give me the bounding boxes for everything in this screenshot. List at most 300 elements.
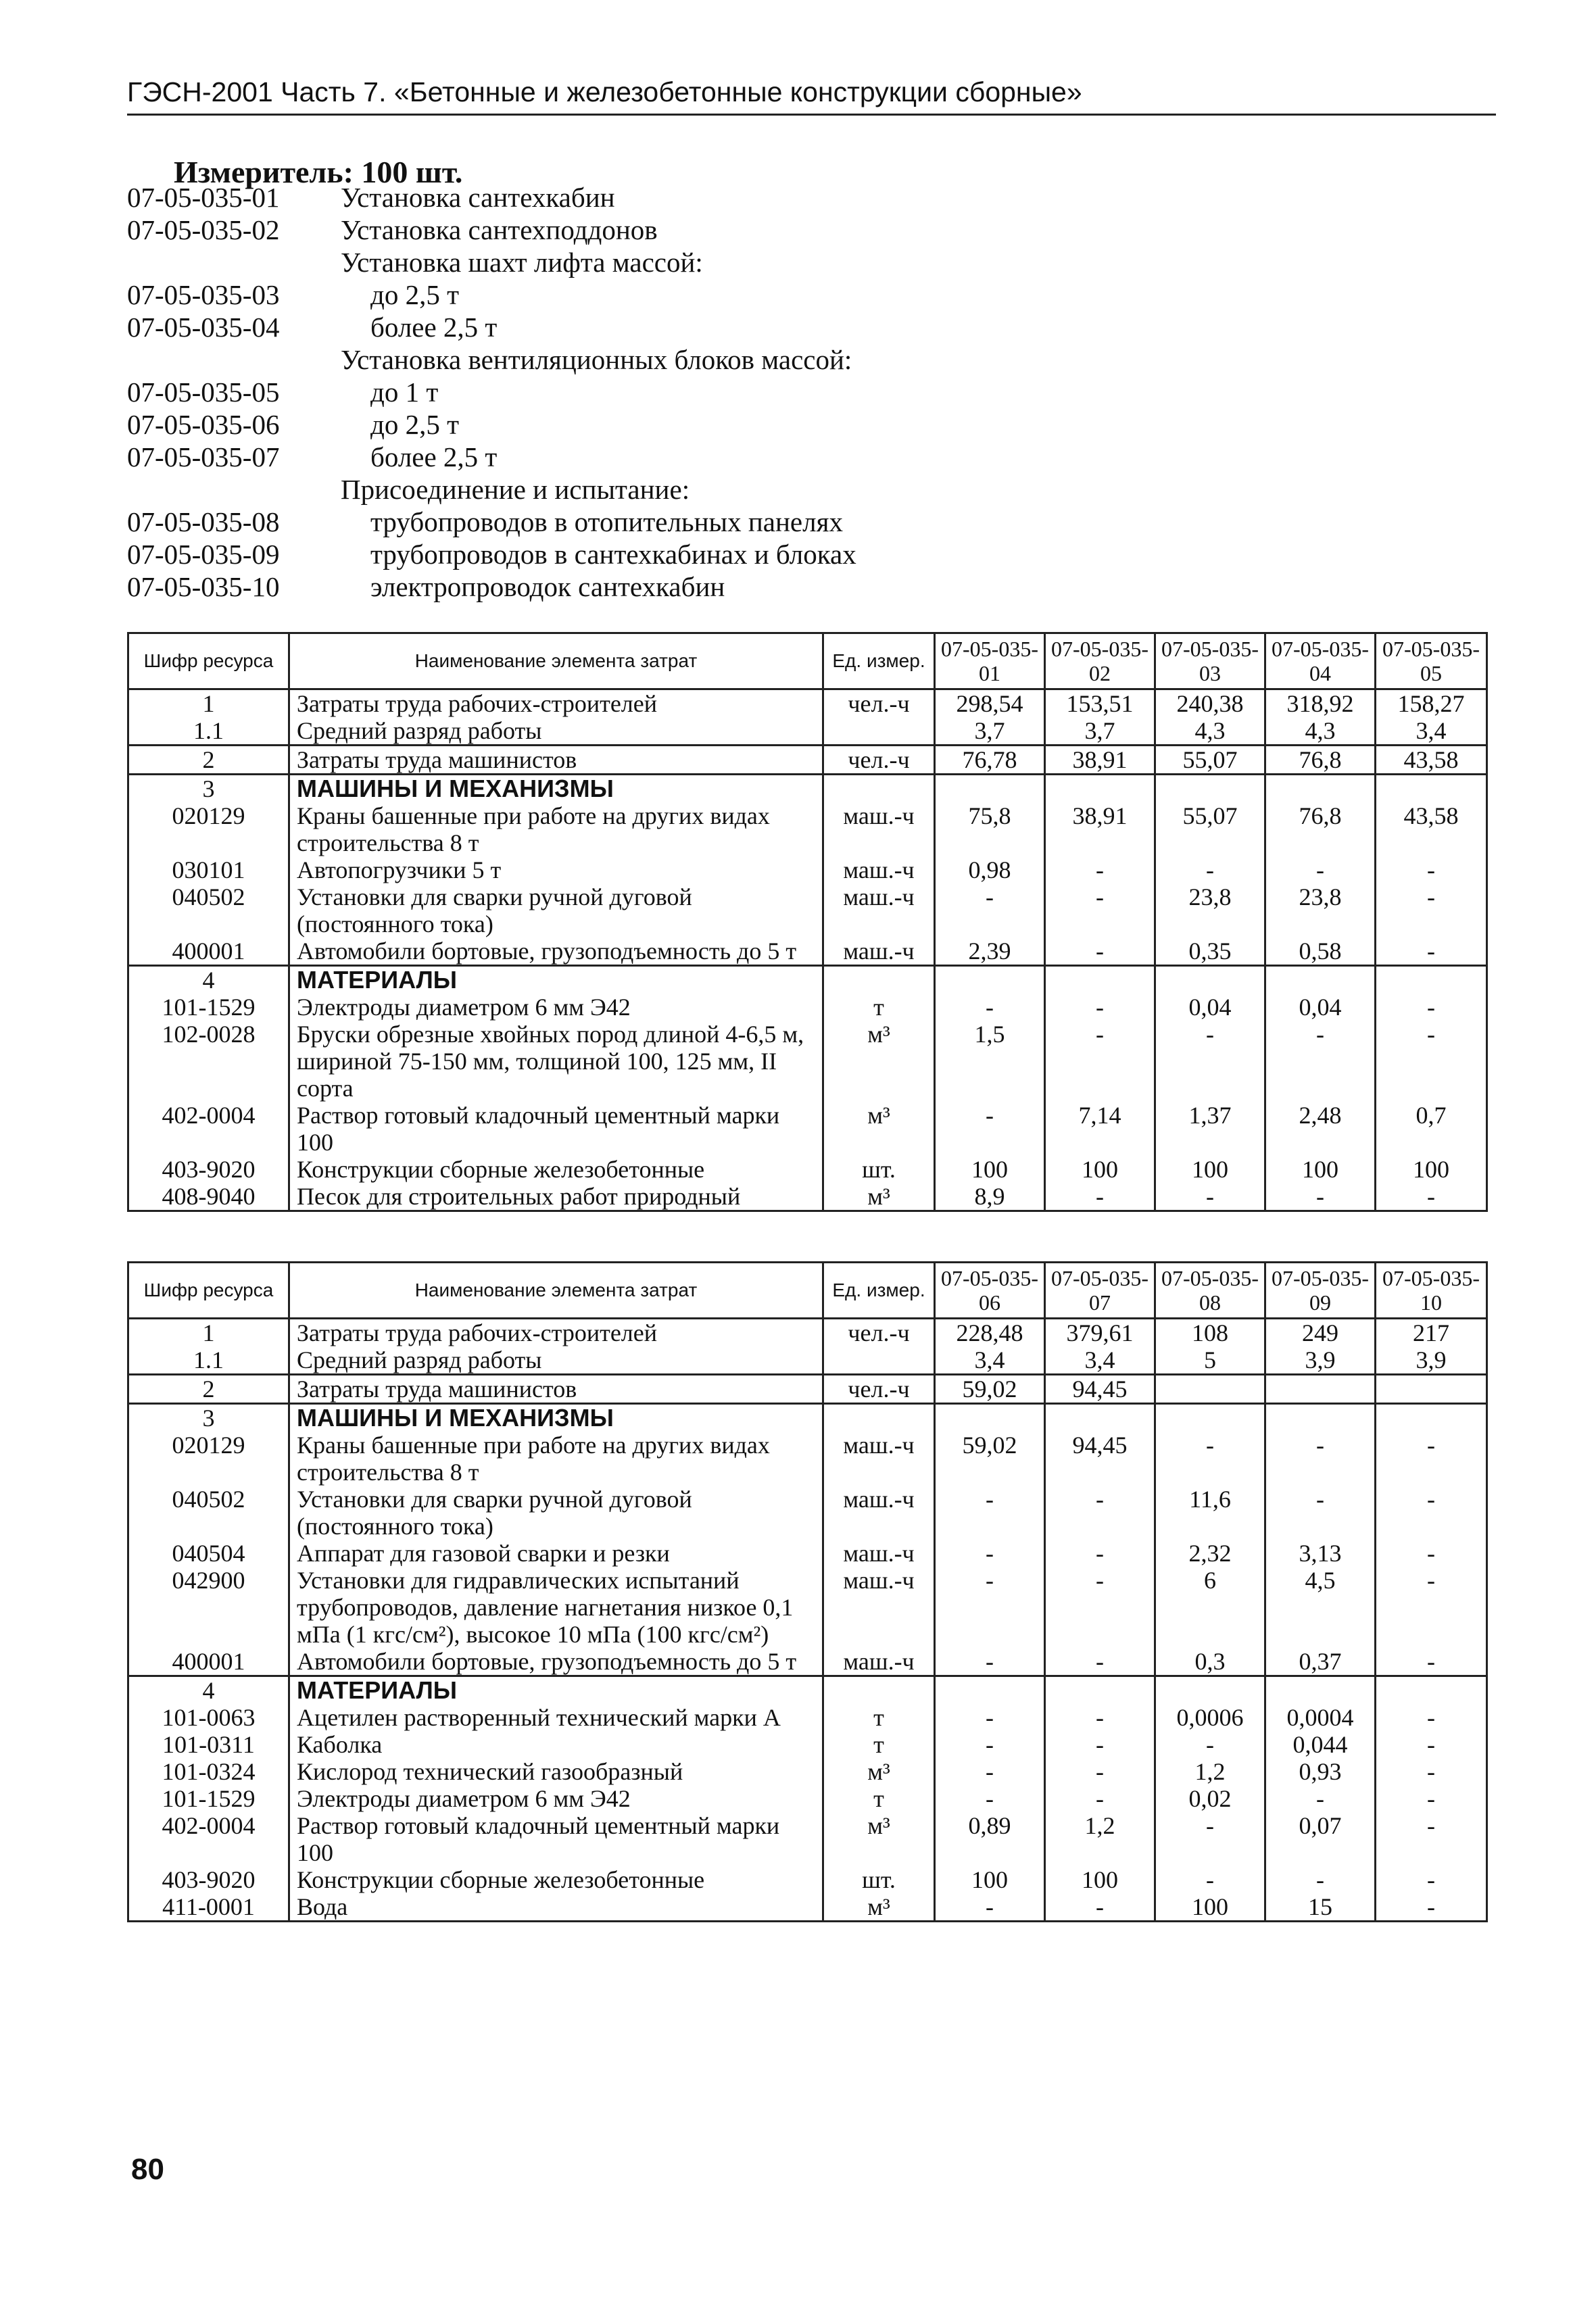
resource-value: 76,8 <box>1265 802 1376 856</box>
section-row <box>128 775 1487 803</box>
resource-value: 7,14 <box>1045 1102 1155 1156</box>
resource-name: МАТЕРИАЛЫ <box>289 1676 823 1705</box>
resource-value: 0,07 <box>1265 1812 1376 1866</box>
resource-value: 75,8 <box>935 802 1045 856</box>
resource-code: 040502 <box>128 1486 289 1540</box>
work-description: до 2,5 т <box>370 279 460 310</box>
header-col: 07-05-035-10 <box>1376 1263 1487 1319</box>
header-unit: Ед. измер. <box>823 633 935 689</box>
table-row <box>128 1812 1487 1866</box>
resource-code: 2 <box>128 1375 289 1404</box>
resource-value: 0,37 <box>1265 1648 1376 1676</box>
resource-value <box>1265 1676 1376 1705</box>
resource-value: - <box>1376 1731 1487 1758</box>
resource-value: 2,48 <box>1265 1102 1376 1156</box>
resource-name: Электроды диаметром 6 мм Э42 <box>289 1785 823 1812</box>
resource-value: - <box>1265 1785 1376 1812</box>
resource-value: - <box>935 1785 1045 1812</box>
resource-name: МАШИНЫ И МЕХАНИЗМЫ <box>289 775 823 803</box>
resource-code: 040504 <box>128 1540 289 1567</box>
resource-value <box>1155 1404 1265 1432</box>
table-row <box>128 1319 1487 1347</box>
resource-value: 43,58 <box>1376 802 1487 856</box>
resource-value: - <box>1155 1183 1265 1211</box>
resource-code: 411-0001 <box>128 1893 289 1922</box>
resource-value: - <box>1265 1432 1376 1486</box>
resource-value: 153,51 <box>1045 689 1155 718</box>
resource-value: - <box>1045 1758 1155 1785</box>
resource-name: МАТЕРИАЛЫ <box>289 966 823 994</box>
table-row <box>128 937 1487 966</box>
resource-code: 4 <box>128 966 289 994</box>
resource-code: 040502 <box>128 883 289 937</box>
resource-value: - <box>935 1704 1045 1731</box>
resource-value: 217 <box>1376 1319 1487 1347</box>
table-row <box>128 746 1487 775</box>
resource-value: 3,4 <box>1376 717 1487 746</box>
resource-value: - <box>1045 883 1155 937</box>
resource-value: 59,02 <box>935 1375 1045 1404</box>
resource-value: 379,61 <box>1045 1319 1155 1347</box>
table-row <box>128 1866 1487 1893</box>
resource-code: 1.1 <box>128 1346 289 1375</box>
resource-value: 100 <box>935 1866 1045 1893</box>
resource-code: 101-0063 <box>128 1704 289 1731</box>
header-col: 07-05-035-04 <box>1265 633 1376 689</box>
work-description: более 2,5 т <box>370 312 498 343</box>
table-row <box>128 1648 1487 1676</box>
resource-value: 2,32 <box>1155 1540 1265 1567</box>
resource-value <box>1376 966 1487 994</box>
resource-unit: т <box>823 1785 935 1812</box>
resource-unit: чел.-ч <box>823 1319 935 1347</box>
resource-name: Автопогрузчики 5 т <box>289 856 823 883</box>
resource-value: - <box>1376 1567 1487 1648</box>
resource-table-2 <box>127 1261 1488 1922</box>
resource-code: 020129 <box>128 1432 289 1486</box>
resource-unit: маш.-ч <box>823 1648 935 1676</box>
resource-value: - <box>1045 1893 1155 1922</box>
resource-value: 59,02 <box>935 1432 1045 1486</box>
resource-value: 1,2 <box>1045 1812 1155 1866</box>
resource-value <box>1045 966 1155 994</box>
resource-value: - <box>1376 1183 1487 1211</box>
resource-code: 101-0324 <box>128 1758 289 1785</box>
resource-value: 11,6 <box>1155 1486 1265 1540</box>
resource-value: 94,45 <box>1045 1432 1155 1486</box>
resource-name: Краны башенные при работе на других видах строительства 8 т <box>289 1432 823 1486</box>
resource-name: Вода <box>289 1893 823 1922</box>
resource-value: - <box>935 1893 1045 1922</box>
table-row <box>128 1183 1487 1211</box>
resource-code: 030101 <box>128 856 289 883</box>
header-col: 07-05-035-08 <box>1155 1263 1265 1319</box>
resource-name: Автомобили бортовые, грузоподъемность до 5 т <box>289 937 823 966</box>
resource-value: - <box>1376 1866 1487 1893</box>
work-code: 07-05-035-08 <box>127 506 280 537</box>
work-description: Установка шахт лифта массой: <box>341 247 703 278</box>
work-code: 07-05-035-02 <box>127 214 280 245</box>
work-code: 07-05-035-01 <box>127 182 280 213</box>
resource-unit: м³ <box>823 1758 935 1785</box>
resource-unit: т <box>823 1704 935 1731</box>
resource-table-1 <box>127 632 1488 1212</box>
resource-value: 23,8 <box>1265 883 1376 937</box>
resource-value: 76,8 <box>1265 746 1376 775</box>
resource-value: - <box>935 1731 1045 1758</box>
resource-value: - <box>1376 1486 1487 1540</box>
resource-value: 1,37 <box>1155 1102 1265 1156</box>
resource-value: 100 <box>1376 1156 1487 1183</box>
table-row <box>128 856 1487 883</box>
section-row <box>128 966 1487 994</box>
table-row <box>128 1893 1487 1922</box>
work-code: 07-05-035-07 <box>127 441 280 472</box>
resource-value: 43,58 <box>1376 746 1487 775</box>
resource-value: 3,7 <box>935 717 1045 746</box>
resource-value: 15 <box>1265 1893 1376 1922</box>
work-code: 07-05-035-10 <box>127 571 280 602</box>
resource-value: - <box>1045 1731 1155 1758</box>
resource-unit: маш.-ч <box>823 1432 935 1486</box>
resource-code: 1 <box>128 1319 289 1347</box>
resource-name: Ацетилен растворенный технический марки А <box>289 1704 823 1731</box>
resource-unit <box>823 1404 935 1432</box>
resource-code: 408-9040 <box>128 1183 289 1211</box>
resource-value: 2,39 <box>935 937 1045 966</box>
resource-value <box>1155 1676 1265 1705</box>
table-row <box>128 1346 1487 1375</box>
resource-value: - <box>1045 1183 1155 1211</box>
resource-name: Автомобили бортовые, грузоподъемность до 5 т <box>289 1648 823 1676</box>
resource-value: 0,02 <box>1155 1785 1265 1812</box>
resource-value: 108 <box>1155 1319 1265 1347</box>
resource-value: - <box>1376 1432 1487 1486</box>
section-row <box>128 1676 1487 1705</box>
resource-value: 0,04 <box>1155 994 1265 1021</box>
resource-value: 0,04 <box>1265 994 1376 1021</box>
resource-value: - <box>1155 1432 1265 1486</box>
resource-value: 3,4 <box>935 1346 1045 1375</box>
resource-value: - <box>1045 856 1155 883</box>
header-code: Шифр ресурса <box>128 633 289 689</box>
resource-value: - <box>935 1486 1045 1540</box>
resource-unit: маш.-ч <box>823 1486 935 1540</box>
resource-unit: чел.-ч <box>823 689 935 718</box>
resource-value: 4,3 <box>1265 717 1376 746</box>
resource-name: Конструкции сборные железобетонные <box>289 1866 823 1893</box>
resource-value: - <box>1376 1785 1487 1812</box>
resource-name: Затраты труда машинистов <box>289 1375 823 1404</box>
resource-code: 400001 <box>128 1648 289 1676</box>
resource-value <box>1376 1676 1487 1705</box>
header-name: Наименование элемента затрат <box>289 633 823 689</box>
resource-value <box>1376 1375 1487 1404</box>
resource-value: 318,92 <box>1265 689 1376 718</box>
resource-value: 0,3 <box>1155 1648 1265 1676</box>
resource-value: 100 <box>935 1156 1045 1183</box>
resource-value: - <box>1376 1648 1487 1676</box>
work-description: трубопроводов в отопительных панелях <box>370 506 843 537</box>
measure-value: 100 шт. <box>361 155 463 189</box>
table-row <box>128 802 1487 856</box>
resource-value: 23,8 <box>1155 883 1265 937</box>
resource-value: 6 <box>1155 1567 1265 1648</box>
section-row <box>128 1404 1487 1432</box>
resource-unit: маш.-ч <box>823 1567 935 1648</box>
resource-value: - <box>1045 1540 1155 1567</box>
table-row <box>128 1567 1487 1648</box>
header-col: 07-05-035-05 <box>1376 633 1487 689</box>
resource-value: - <box>1376 1540 1487 1567</box>
table-row <box>128 689 1487 718</box>
resource-value <box>1376 775 1487 803</box>
resource-code: 403-9020 <box>128 1156 289 1183</box>
header-name: Наименование элемента затрат <box>289 1263 823 1319</box>
resource-value: - <box>935 1648 1045 1676</box>
resource-value: - <box>935 1102 1045 1156</box>
resource-value: - <box>1376 856 1487 883</box>
resource-value <box>1265 1375 1376 1404</box>
resource-value: 240,38 <box>1155 689 1265 718</box>
resource-code: 3 <box>128 775 289 803</box>
resource-name: Аппарат для газовой сварки и резки <box>289 1540 823 1567</box>
work-description: Установка вентиляционных блоков массой: <box>341 344 852 375</box>
resource-name: Затраты труда машинистов <box>289 746 823 775</box>
resource-value: 3,13 <box>1265 1540 1376 1567</box>
resource-value: 100 <box>1265 1156 1376 1183</box>
resource-value: - <box>935 883 1045 937</box>
resource-value <box>1045 1676 1155 1705</box>
work-code: 07-05-035-03 <box>127 279 280 310</box>
resource-value: 38,91 <box>1045 802 1155 856</box>
resource-value: 5 <box>1155 1346 1265 1375</box>
resource-unit: маш.-ч <box>823 883 935 937</box>
resource-unit: маш.-ч <box>823 1540 935 1567</box>
header-col: 07-05-035-09 <box>1265 1263 1376 1319</box>
resource-value <box>1265 1404 1376 1432</box>
resource-value: - <box>1376 1021 1487 1102</box>
table-row <box>128 994 1487 1021</box>
resource-unit <box>823 1676 935 1705</box>
resource-value: - <box>1265 856 1376 883</box>
resource-value <box>1155 966 1265 994</box>
resource-value: 8,9 <box>935 1183 1045 1211</box>
header-col: 07-05-035-02 <box>1045 633 1155 689</box>
resource-value: 3,9 <box>1265 1346 1376 1375</box>
resource-value: 0,0004 <box>1265 1704 1376 1731</box>
resource-value <box>935 1676 1045 1705</box>
resource-value: - <box>1376 937 1487 966</box>
table-row <box>128 1785 1487 1812</box>
work-description: Установка сантехкабин <box>341 182 615 213</box>
resource-unit <box>823 775 935 803</box>
table-row <box>128 1375 1487 1404</box>
resource-value <box>1155 1375 1265 1404</box>
table-row <box>128 717 1487 746</box>
resource-value: 4,5 <box>1265 1567 1376 1648</box>
resource-value: 55,07 <box>1155 802 1265 856</box>
resource-value: 76,78 <box>935 746 1045 775</box>
resource-value: - <box>1155 1021 1265 1102</box>
resource-value <box>935 966 1045 994</box>
resource-value: - <box>935 1540 1045 1567</box>
page-number: 80 <box>131 2153 164 2186</box>
table-row <box>128 883 1487 937</box>
work-description: до 2,5 т <box>370 409 460 440</box>
resource-value: - <box>1376 1704 1487 1731</box>
resource-value: 1,2 <box>1155 1758 1265 1785</box>
resource-value: 158,27 <box>1376 689 1487 718</box>
resource-value: 0,89 <box>935 1812 1045 1866</box>
work-description: электропроводок сантехкабин <box>370 571 725 602</box>
resource-value <box>1045 775 1155 803</box>
resource-unit <box>823 1346 935 1375</box>
resource-value: 100 <box>1045 1156 1155 1183</box>
resource-value: 3,4 <box>1045 1346 1155 1375</box>
resource-unit: м³ <box>823 1021 935 1102</box>
work-description: Присоединение и испытание: <box>341 474 690 505</box>
resource-value: - <box>1376 1812 1487 1866</box>
resource-name: Каболка <box>289 1731 823 1758</box>
resource-unit: т <box>823 994 935 1021</box>
resource-unit: шт. <box>823 1156 935 1183</box>
resource-value: - <box>1045 1021 1155 1102</box>
resource-unit: м³ <box>823 1102 935 1156</box>
resource-unit: маш.-ч <box>823 937 935 966</box>
resource-value <box>935 1404 1045 1432</box>
resource-unit <box>823 966 935 994</box>
resource-code: 2 <box>128 746 289 775</box>
resource-value <box>1265 966 1376 994</box>
table-row <box>128 1432 1487 1486</box>
work-code: 07-05-035-05 <box>127 376 280 408</box>
table-row <box>128 1486 1487 1540</box>
resource-value: - <box>1045 1785 1155 1812</box>
resource-value: - <box>1376 1893 1487 1922</box>
resource-value: - <box>1155 1812 1265 1866</box>
work-description: трубопроводов в сантехкабинах и блоках <box>370 539 856 570</box>
resource-value: 3,9 <box>1376 1346 1487 1375</box>
resource-code: 3 <box>128 1404 289 1432</box>
resource-unit <box>823 717 935 746</box>
resource-name: Раствор готовый кладочный цементный марки 100 <box>289 1102 823 1156</box>
resource-value: - <box>1155 1866 1265 1893</box>
resource-value: 0,58 <box>1265 937 1376 966</box>
work-code: 07-05-035-04 <box>127 312 280 343</box>
resource-code: 101-1529 <box>128 994 289 1021</box>
resource-name: Кислород технический газообразный <box>289 1758 823 1785</box>
resource-value: 0,0006 <box>1155 1704 1265 1731</box>
resource-unit: чел.-ч <box>823 1375 935 1404</box>
resource-name: Установки для сварки ручной дуговой (постоянного тока) <box>289 883 823 937</box>
resource-name: Краны башенные при работе на других видах строительства 8 т <box>289 802 823 856</box>
resource-name: МАШИНЫ И МЕХАНИЗМЫ <box>289 1404 823 1432</box>
resource-value: 94,45 <box>1045 1375 1155 1404</box>
resource-name: Раствор готовый кладочный цементный марки 100 <box>289 1812 823 1866</box>
header-code: Шифр ресурса <box>128 1263 289 1319</box>
resource-value: - <box>1376 883 1487 937</box>
resource-value: 3,7 <box>1045 717 1155 746</box>
resource-value: - <box>1155 1731 1265 1758</box>
work-description: более 2,5 т <box>370 441 498 472</box>
resource-unit: т <box>823 1731 935 1758</box>
page-header <box>127 76 1496 116</box>
resource-value: 4,3 <box>1155 717 1265 746</box>
resource-value <box>1155 775 1265 803</box>
resource-code: 102-0028 <box>128 1021 289 1102</box>
resource-code: 1.1 <box>128 717 289 746</box>
resource-value <box>935 775 1045 803</box>
table-row <box>128 1021 1487 1102</box>
resource-code: 402-0004 <box>128 1812 289 1866</box>
resource-value: - <box>1045 1486 1155 1540</box>
resource-name: Затраты труда рабочих-строителей <box>289 689 823 718</box>
resource-value: - <box>1376 1758 1487 1785</box>
resource-code: 1 <box>128 689 289 718</box>
resource-value: 0,7 <box>1376 1102 1487 1156</box>
resource-code: 400001 <box>128 937 289 966</box>
table-row <box>128 1704 1487 1731</box>
document-title: ГЭСН-2001 Часть 7. «Бетонные и железобетонные конструкции сборные» <box>127 76 1082 107</box>
header-col: 07-05-035-03 <box>1155 633 1265 689</box>
table-row <box>128 1156 1487 1183</box>
resource-unit: м³ <box>823 1812 935 1866</box>
resource-name: Электроды диаметром 6 мм Э42 <box>289 994 823 1021</box>
resource-value: 0,044 <box>1265 1731 1376 1758</box>
resource-name: Установки для сварки ручной дуговой (постоянного тока) <box>289 1486 823 1540</box>
resource-code: 101-1529 <box>128 1785 289 1812</box>
resource-unit: м³ <box>823 1893 935 1922</box>
resource-code: 042900 <box>128 1567 289 1648</box>
resource-value: - <box>1265 1183 1376 1211</box>
resource-name: Затраты труда рабочих-строителей <box>289 1319 823 1347</box>
resource-value: - <box>1376 994 1487 1021</box>
resource-code: 4 <box>128 1676 289 1705</box>
resource-value: - <box>1045 1567 1155 1648</box>
resource-code: 402-0004 <box>128 1102 289 1156</box>
resource-value: 1,5 <box>935 1021 1045 1102</box>
resource-unit: шт. <box>823 1866 935 1893</box>
resource-code: 101-0311 <box>128 1731 289 1758</box>
resource-value <box>1265 775 1376 803</box>
resource-value: 55,07 <box>1155 746 1265 775</box>
resource-value: 228,48 <box>935 1319 1045 1347</box>
resource-value: 298,54 <box>935 689 1045 718</box>
resource-unit: чел.-ч <box>823 746 935 775</box>
resource-code: 403-9020 <box>128 1866 289 1893</box>
resource-name: Песок для строительных работ природный <box>289 1183 823 1211</box>
header-unit: Ед. измер. <box>823 1263 935 1319</box>
header-col: 07-05-035-06 <box>935 1263 1045 1319</box>
resource-value: - <box>935 1567 1045 1648</box>
resource-value: - <box>1265 1866 1376 1893</box>
resource-name: Средний разряд работы <box>289 717 823 746</box>
resource-unit: маш.-ч <box>823 802 935 856</box>
resource-value: - <box>1045 937 1155 966</box>
resource-value: - <box>1265 1021 1376 1102</box>
resource-value: 249 <box>1265 1319 1376 1347</box>
header-col: 07-05-035-01 <box>935 633 1045 689</box>
resource-unit: м³ <box>823 1183 935 1211</box>
resource-value: 0,93 <box>1265 1758 1376 1785</box>
resource-value: - <box>1265 1486 1376 1540</box>
resource-name: Конструкции сборные железобетонные <box>289 1156 823 1183</box>
table-row <box>128 1540 1487 1567</box>
resource-value <box>1045 1404 1155 1432</box>
table-row <box>128 1731 1487 1758</box>
resource-value: - <box>935 1758 1045 1785</box>
